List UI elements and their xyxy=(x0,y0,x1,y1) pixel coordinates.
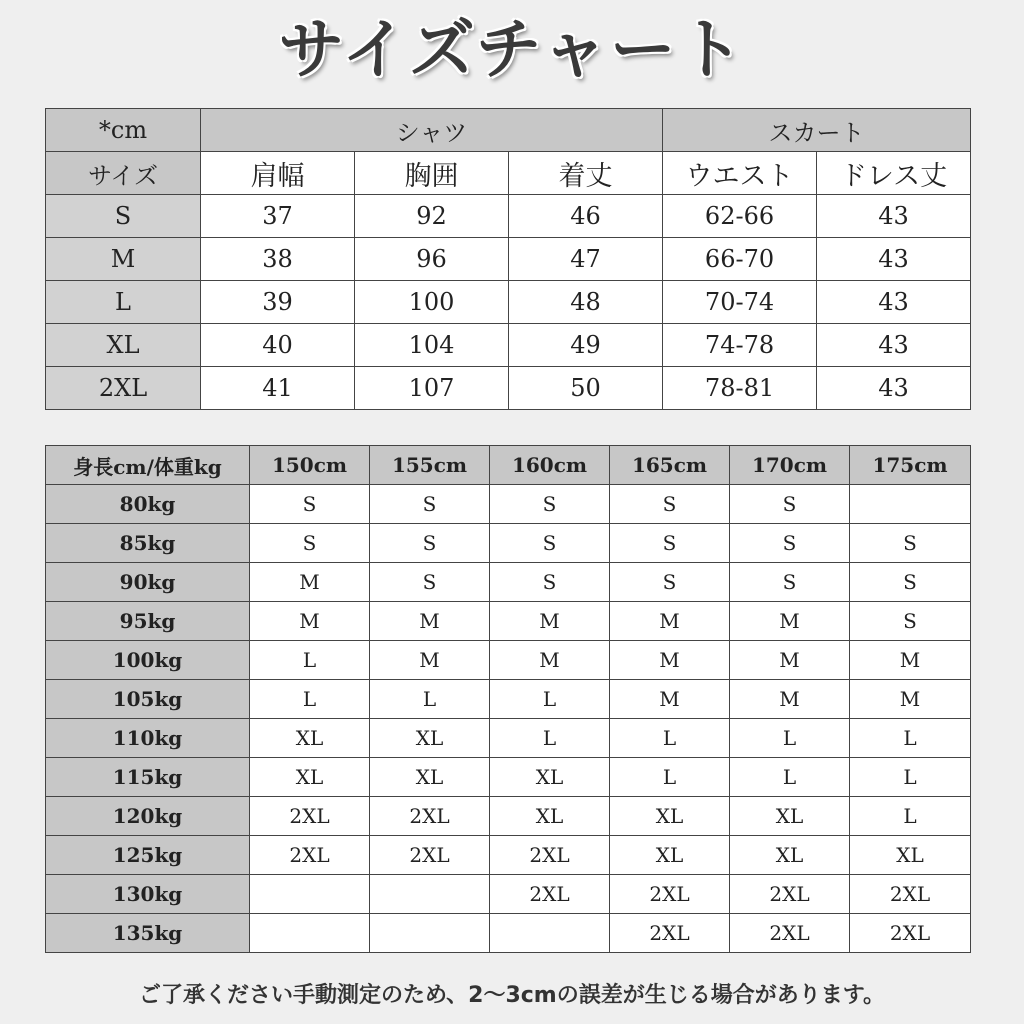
recommended-size-cell: XL xyxy=(610,836,730,875)
weight-row xyxy=(46,602,971,641)
recommended-size-cell: M xyxy=(730,602,850,641)
measurement-cell: 104 xyxy=(355,324,509,367)
weight-row xyxy=(46,758,971,797)
weight-cell: 135kg xyxy=(46,914,250,953)
height-weight-fit-table xyxy=(45,445,971,953)
recommended-size-cell: L xyxy=(610,758,730,797)
measurement-cell: 40 xyxy=(201,324,355,367)
recommended-size-cell: 2XL xyxy=(730,914,850,953)
column-header-row xyxy=(46,152,971,195)
column-header-dress-length: ドレス丈 xyxy=(817,152,971,195)
unit-label: *cm xyxy=(46,109,201,152)
measurement-cell: 74-78 xyxy=(663,324,817,367)
column-header-waist: ウエスト xyxy=(663,152,817,195)
recommended-size-cell: 2XL xyxy=(850,875,971,914)
recommended-size-cell: S xyxy=(370,485,490,524)
height-header: 155cm xyxy=(370,446,490,485)
recommended-size-cell: S xyxy=(730,524,850,563)
measurement-cell: 37 xyxy=(201,195,355,238)
weight-cell: 80kg xyxy=(46,485,250,524)
recommended-size-cell: M xyxy=(610,602,730,641)
height-header: 160cm xyxy=(490,446,610,485)
recommended-size-cell: S xyxy=(250,524,370,563)
weight-cell: 130kg xyxy=(46,875,250,914)
weight-row xyxy=(46,680,971,719)
recommended-size-cell xyxy=(490,914,610,953)
measurement-cell: 39 xyxy=(201,281,355,324)
recommended-size-cell: XL xyxy=(850,836,971,875)
size-cell: S xyxy=(46,195,201,238)
recommended-size-cell: 2XL xyxy=(490,836,610,875)
measurement-cell: 107 xyxy=(355,367,509,410)
recommended-size-cell: S xyxy=(850,524,971,563)
recommended-size-cell: L xyxy=(730,719,850,758)
measurement-cell: 48 xyxy=(509,281,663,324)
recommended-size-cell: L xyxy=(730,758,850,797)
measurement-note: ご了承ください手動測定のため、2〜3cmの誤差が生じる場合があります。 xyxy=(139,983,885,1008)
recommended-size-cell: L xyxy=(370,680,490,719)
recommended-size-cell: 2XL xyxy=(850,914,971,953)
recommended-size-cell: 2XL xyxy=(610,914,730,953)
recommended-size-cell: S xyxy=(490,524,610,563)
weight-cell: 120kg xyxy=(46,797,250,836)
page-title: サイズチャート xyxy=(278,11,746,88)
size-row xyxy=(46,324,971,367)
recommended-size-cell: L xyxy=(850,719,971,758)
recommended-size-cell xyxy=(250,914,370,953)
recommended-size-cell: S xyxy=(370,563,490,602)
recommended-size-cell: M xyxy=(610,641,730,680)
recommended-size-cell: S xyxy=(490,563,610,602)
weight-cell: 110kg xyxy=(46,719,250,758)
recommended-size-cell: M xyxy=(850,680,971,719)
recommended-size-cell: L xyxy=(250,641,370,680)
recommended-size-cell: M xyxy=(730,680,850,719)
recommended-size-cell: S xyxy=(490,485,610,524)
recommended-size-cell: M xyxy=(370,641,490,680)
weight-row xyxy=(46,836,971,875)
recommended-size-cell: M xyxy=(250,602,370,641)
size-label: サイズ xyxy=(46,152,201,195)
measurement-cell: 41 xyxy=(201,367,355,410)
recommended-size-cell: M xyxy=(250,563,370,602)
weight-cell: 125kg xyxy=(46,836,250,875)
recommended-size-cell: XL xyxy=(730,836,850,875)
recommended-size-cell: XL xyxy=(490,797,610,836)
measurement-cell: 43 xyxy=(817,195,971,238)
recommended-size-cell xyxy=(370,914,490,953)
measurement-cell: 78-81 xyxy=(663,367,817,410)
size-row xyxy=(46,367,971,410)
skirt-group-header: スカート xyxy=(663,109,971,152)
measurement-cell: 62-66 xyxy=(663,195,817,238)
recommended-size-cell: M xyxy=(490,641,610,680)
recommended-size-cell: 2XL xyxy=(250,797,370,836)
recommended-size-cell xyxy=(850,485,971,524)
recommended-size-cell: 2XL xyxy=(370,797,490,836)
size-cell: 2XL xyxy=(46,367,201,410)
recommended-size-cell: L xyxy=(850,758,971,797)
recommended-size-cell: XL xyxy=(250,719,370,758)
recommended-size-cell: XL xyxy=(250,758,370,797)
measurement-cell: 66-70 xyxy=(663,238,817,281)
height-header: 175cm xyxy=(850,446,971,485)
recommended-size-cell: 2XL xyxy=(610,875,730,914)
measurement-cell: 47 xyxy=(509,238,663,281)
weight-row xyxy=(46,914,971,953)
column-header-chest: 胸囲 xyxy=(355,152,509,195)
measurement-cell: 43 xyxy=(817,324,971,367)
weight-cell: 90kg xyxy=(46,563,250,602)
height-header: 150cm xyxy=(250,446,370,485)
weight-cell: 85kg xyxy=(46,524,250,563)
measurement-cell: 43 xyxy=(817,281,971,324)
recommended-size-cell: S xyxy=(850,563,971,602)
recommended-size-cell: M xyxy=(730,641,850,680)
recommended-size-cell: XL xyxy=(610,797,730,836)
recommended-size-cell: 2XL xyxy=(730,875,850,914)
measurement-cell: 43 xyxy=(817,367,971,410)
recommended-size-cell xyxy=(370,875,490,914)
shirt-group-header: シャツ xyxy=(201,109,663,152)
recommended-size-cell: S xyxy=(250,485,370,524)
recommended-size-cell: 2XL xyxy=(250,836,370,875)
size-measurement-table xyxy=(45,108,971,410)
height-header: 165cm xyxy=(610,446,730,485)
weight-cell: 115kg xyxy=(46,758,250,797)
measurement-cell: 46 xyxy=(509,195,663,238)
weight-cell: 105kg xyxy=(46,680,250,719)
recommended-size-cell: M xyxy=(490,602,610,641)
recommended-size-cell: L xyxy=(610,719,730,758)
recommended-size-cell: S xyxy=(610,524,730,563)
size-row xyxy=(46,195,971,238)
weight-row xyxy=(46,719,971,758)
measurement-cell: 49 xyxy=(509,324,663,367)
recommended-size-cell: S xyxy=(610,485,730,524)
measurement-cell: 43 xyxy=(817,238,971,281)
height-header: 170cm xyxy=(730,446,850,485)
size-cell: L xyxy=(46,281,201,324)
size-cell: XL xyxy=(46,324,201,367)
weight-row xyxy=(46,563,971,602)
recommended-size-cell: S xyxy=(730,563,850,602)
weight-row xyxy=(46,524,971,563)
recommended-size-cell: S xyxy=(850,602,971,641)
corner-label: 身長cm/体重kg xyxy=(46,446,250,485)
recommended-size-cell: XL xyxy=(730,797,850,836)
recommended-size-cell: XL xyxy=(370,758,490,797)
column-header-shoulder: 肩幅 xyxy=(201,152,355,195)
recommended-size-cell: L xyxy=(490,719,610,758)
size-row xyxy=(46,238,971,281)
recommended-size-cell: XL xyxy=(370,719,490,758)
weight-row xyxy=(46,875,971,914)
size-cell: M xyxy=(46,238,201,281)
recommended-size-cell: S xyxy=(610,563,730,602)
measurement-cell: 50 xyxy=(509,367,663,410)
measurement-cell: 96 xyxy=(355,238,509,281)
size-row xyxy=(46,281,971,324)
recommended-size-cell: M xyxy=(850,641,971,680)
measurement-cell: 92 xyxy=(355,195,509,238)
measurement-cell: 70-74 xyxy=(663,281,817,324)
column-header-length: 着丈 xyxy=(509,152,663,195)
weight-row xyxy=(46,641,971,680)
recommended-size-cell: 2XL xyxy=(370,836,490,875)
weight-cell: 100kg xyxy=(46,641,250,680)
measurement-cell: 100 xyxy=(355,281,509,324)
height-header-row xyxy=(46,446,971,485)
group-header-row xyxy=(46,109,971,152)
recommended-size-cell: 2XL xyxy=(490,875,610,914)
recommended-size-cell: S xyxy=(370,524,490,563)
weight-row xyxy=(46,485,971,524)
weight-cell: 95kg xyxy=(46,602,250,641)
recommended-size-cell: L xyxy=(490,680,610,719)
recommended-size-cell: L xyxy=(850,797,971,836)
recommended-size-cell: XL xyxy=(490,758,610,797)
recommended-size-cell xyxy=(250,875,370,914)
recommended-size-cell: M xyxy=(370,602,490,641)
recommended-size-cell: L xyxy=(250,680,370,719)
recommended-size-cell: M xyxy=(610,680,730,719)
recommended-size-cell: S xyxy=(730,485,850,524)
weight-row xyxy=(46,797,971,836)
measurement-cell: 38 xyxy=(201,238,355,281)
